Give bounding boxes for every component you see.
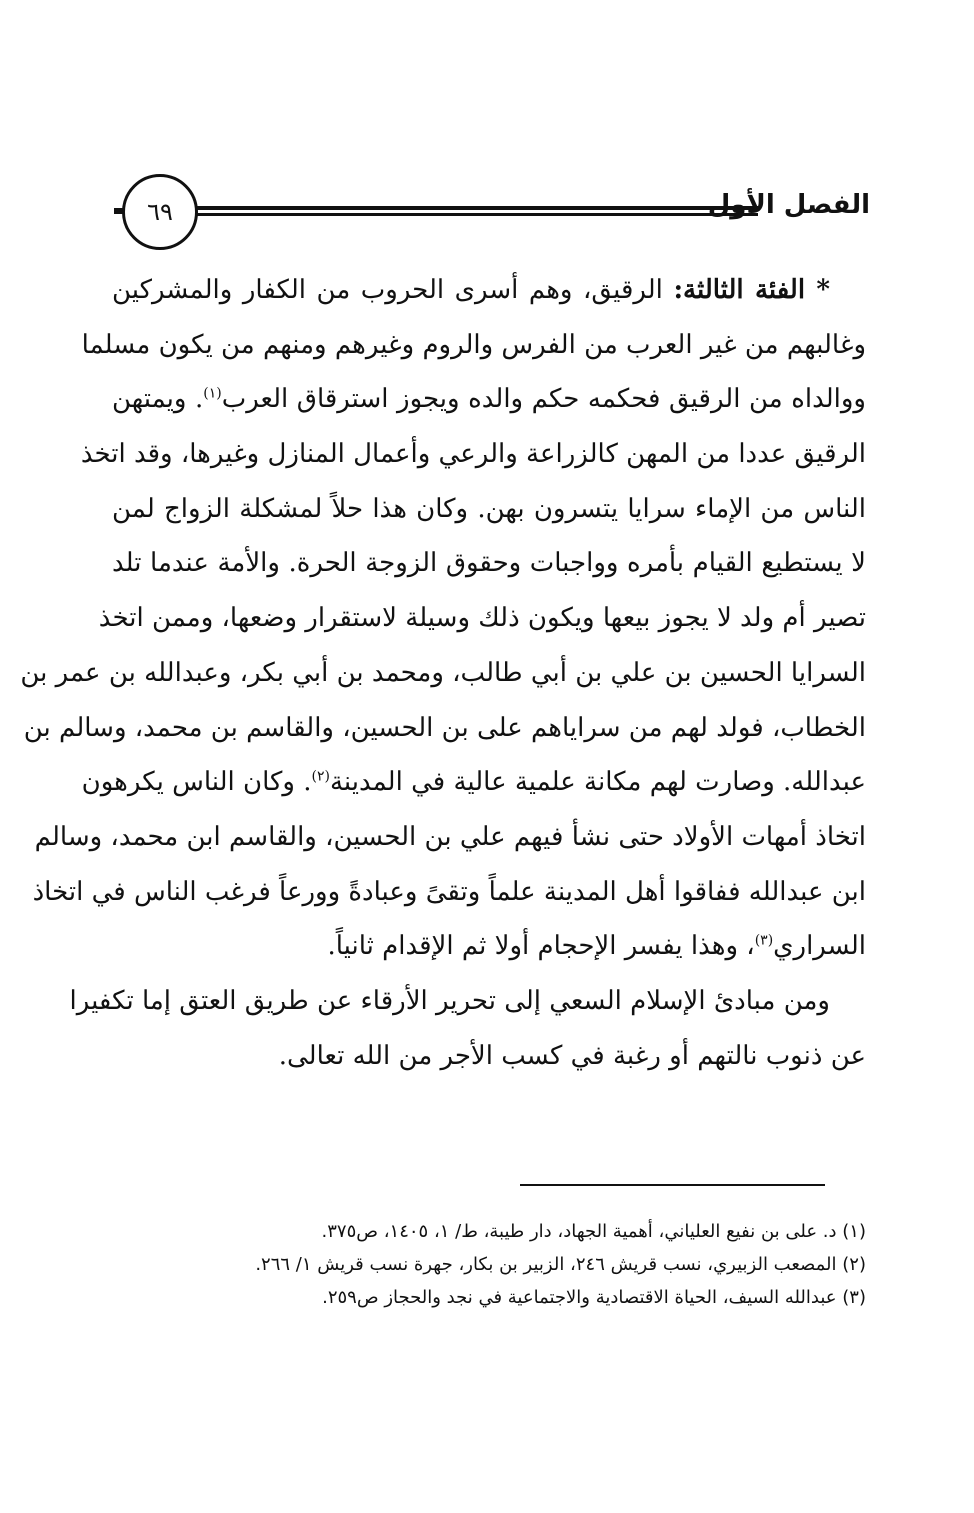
footnote: (٢) المصعب الزبيري، نسب قريش ٢٤٦، الزبير بن بكار، جهرة نسب قريش ١/ ٢٦٦.: [255, 1254, 866, 1275]
paragraph-line: السرايا الحسين بن علي بن أبي طالب، ومحمد بن أبي بكر، وعبدالله بن عمر بن: [20, 657, 866, 688]
paragraph-line: وغالبهم من غير العرب من الفرس والروم وغيرهم ومنهم من يكون مسلما: [81, 329, 866, 360]
category-label: * الفئة الثالثة:: [673, 275, 831, 305]
footnotes: [150, 1215, 866, 1314]
paragraph-line: لا يستطيع القيام بأمره وواجبات وحقوق الزوجة الحرة. والأمة عندما تلد: [112, 548, 866, 579]
paragraph-line: * الفئة الثالثة: الرقيق، وهم أسرى الحروب من الكفار والمشركين: [112, 275, 831, 305]
paragraph-line: اتخاذ أمهات الأولاد حتى نشأ فيهم علي بن الحسين، والقاسم ابن محمد، وسالم: [34, 821, 866, 852]
paragraph-line: تصير أم ولد لا يجوز بيعها ويكون ذلك وسيلة لاستقرار وضعها، وممن اتخذ: [98, 603, 866, 634]
header-rule: [192, 206, 758, 216]
footnote-separator: [520, 1184, 825, 1186]
footnote: (٣) عبدالله السيف، الحياة الاقتصادية والاجتماعية في نجد والحجاز ص٢٥٩.: [322, 1287, 866, 1308]
chapter-title: الفصل الأول: [707, 190, 870, 220]
footnote-ref[interactable]: (١): [203, 385, 222, 402]
paragraph-line: ابن عبدالله ففاقوا أهل المدينة علماً وتقىً وعبادةً وورعاً فرغب الناس في اتخاذ: [32, 876, 866, 907]
paragraph-line: الناس من الإماء سرايا يتسرون بهن. وكان هذا حلاً لمشكلة الزواج لمن: [112, 493, 866, 524]
paragraph-line: ومن مبادئ الإسلام السعي إلى تحرير الأرقاء عن طريق العتق إما تكفيرا: [69, 985, 830, 1016]
footnote: (١) د. على بن نفيع العلياني، أهمية الجهاد، دار طيبة، ط/ ١، ١٤٠٥، ص٣٧٥.: [321, 1221, 866, 1242]
paragraph-line: ووالداه من الرقيق فحكمه حكم والده ويجوز استرقاق العرب$^{(١)}$. ويمتهن: [112, 384, 866, 415]
page-header: [100, 172, 870, 254]
footnote-ref[interactable]: (٢): [311, 768, 330, 785]
paragraph-line: عبدالله. وصارت لهم مكانة علمية عالية في المدينة$^{(٢)}$. وكان الناس يكرهون: [81, 767, 866, 798]
paragraph-line: الرقيق عددا من المهن كالزراعة والرعي وأعمال المنازل وغيرها، وقد اتخذ: [80, 439, 866, 470]
footnote-ref[interactable]: (٣): [754, 932, 774, 949]
body-text: [20, 263, 866, 1083]
paragraph-line: السراري$^{(٣)}$، وهذا يفسر الإحجام أولا ثم الإقدام ثانياً.: [327, 931, 866, 962]
page-number: ٦٩: [122, 174, 198, 250]
paragraph-line: الخطاب، فولد لهم من سراياهم على بن الحسين، والقاسم بن محمد، وسالم بن: [23, 712, 866, 743]
paragraph-line: عن ذنوب نالتهم أو رغبة في كسب الأجر من الله تعالى.: [278, 1040, 866, 1071]
